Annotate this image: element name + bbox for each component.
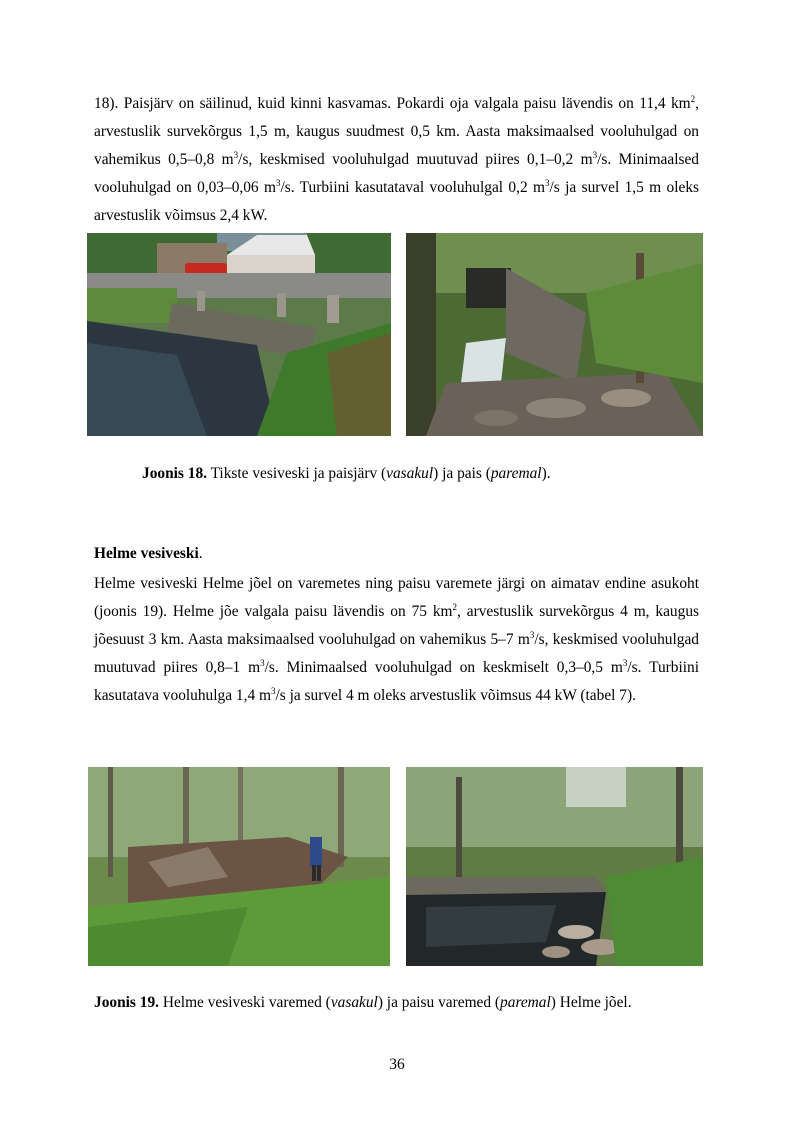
photo-helme-weir-ruins bbox=[406, 767, 703, 966]
paragraph-pokardi: 18). Paisjärv on säilinud, kuid kinni kasvamas. Pokardi oja valgala paisu lävendis on 11,4 $km^2$, arvestuslik survekõrgus 1,5 m, kaugus suudmest 0,5 km. Aasta maksimaalsed vooluhulgad on vahemikus 0,5–0,8 $m^3/s$, keskmised vooluhulgad muutuvad piires 0,1–0,2 $m^3/s$. Minimaalsed vooluhulgad on 0,03–0,06 $m^3/s$. Turbiini kasutataval vooluhulgal 0,2 $m^3/s$ ja survel 1,5 m oleks arvestuslik võimsus 2,4 kW. bbox=[94, 93, 700, 224]
figure-19-caption: Joonis 19. Helme vesiveski varemed (vasakul) ja paisu varemed (paremal) Helme jõel. bbox=[94, 994, 632, 1011]
section-heading: Helme vesiveski. bbox=[94, 545, 203, 562]
paragraph-helme: Helme vesiveski Helme jõel on varemetes ning paisu varemete järgi on aimatav endine asukoht (joonis 19). Helme jõe valgala paisu lävendis on 75 $km^2$, arvestuslik survekõrgus 4 m, kaugus jõesuust 3 km. Aasta maksimaalsed vooluhulgad on vahemikus 5–7 $m^3/s$, keskmised vooluhulgad muutuvad piires 0,8–1 $m^3/s$. Minimaalsed vooluhulgad on keskmiselt 0,3–0,5 $m^3/s$. Turbiini kasutatava vooluhulga 1,4 $m^3/s$ ja survel 4 m oleks arvestuslik võimsus 44 kW (tabel 7). bbox=[94, 575, 700, 704]
figure-18-caption: Joonis 18. Tikste vesiveski ja paisjärv (vasakul) ja pais (paremal). bbox=[142, 465, 551, 482]
photo-helme-mill-ruins bbox=[88, 767, 390, 966]
photo-tikste-mill-pond bbox=[87, 233, 391, 436]
photo-tikste-weir bbox=[406, 233, 703, 436]
page-number: 36 bbox=[389, 1056, 405, 1073]
